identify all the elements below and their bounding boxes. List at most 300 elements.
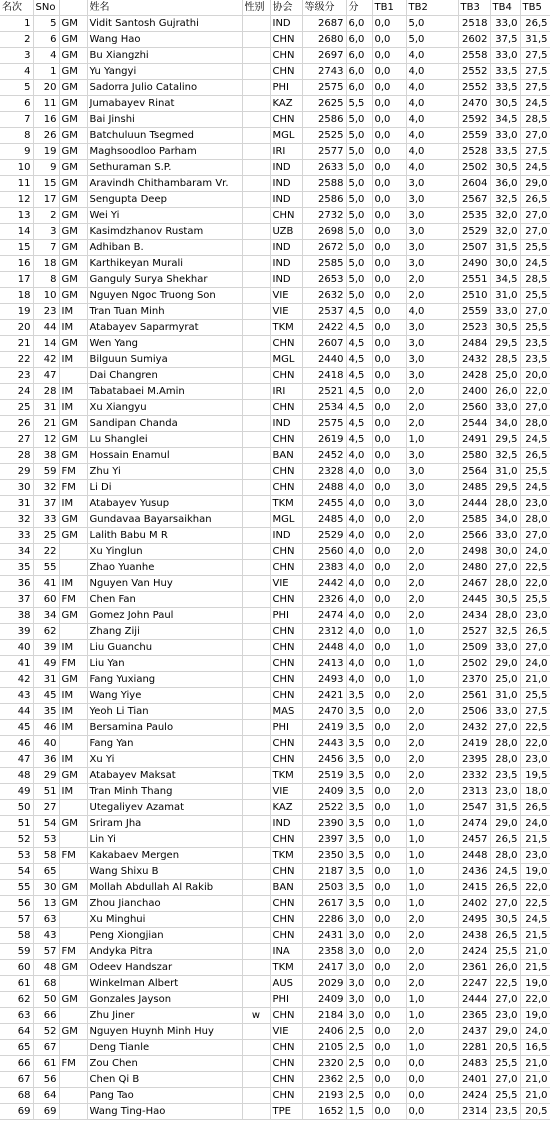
cell-federation: CHN — [270, 1056, 302, 1072]
cell-title: GM — [59, 272, 87, 288]
cell-points: 4,0 — [346, 592, 372, 608]
cell-tb3: 2401 — [458, 1072, 490, 1088]
cell-sno: 35 — [33, 704, 59, 720]
cell-sno: 3 — [33, 224, 59, 240]
cell-tb1: 0,0 — [372, 640, 406, 656]
cell-sex — [242, 64, 270, 80]
cell-tb1: 0,0 — [372, 1024, 406, 1040]
cell-name: Jumabayev Rinat — [87, 96, 242, 112]
cell-sex — [242, 368, 270, 384]
cell-tb4: 32,0 — [490, 224, 520, 240]
cell-rating: 2485 — [302, 512, 346, 528]
cell-points: 5,0 — [346, 256, 372, 272]
cell-rating: 2452 — [302, 448, 346, 464]
cell-sno: 18 — [33, 256, 59, 272]
cell-tb2: 1,0 — [406, 656, 458, 672]
cell-name: Atabayev Yusup — [87, 496, 242, 512]
cell-points: 3,5 — [346, 784, 372, 800]
cell-federation: CHN — [270, 480, 302, 496]
cell-name: Maghsoodloo Parham — [87, 144, 242, 160]
cell-tb3: 2498 — [458, 544, 490, 560]
cell-tb1: 0,0 — [372, 592, 406, 608]
cell-rank: 51 — [0, 816, 33, 832]
table-row — [0, 832, 550, 848]
cell-tb5: 22,0 — [520, 992, 550, 1008]
table-row — [0, 32, 550, 48]
cell-rating: 2586 — [302, 192, 346, 208]
table-row — [0, 864, 550, 880]
cell-tb3: 2559 — [458, 128, 490, 144]
cell-sex — [242, 976, 270, 992]
cell-sno: 44 — [33, 320, 59, 336]
header-tb3: TB3 — [458, 0, 490, 16]
cell-tb3: 2547 — [458, 800, 490, 816]
cell-name: Nguyen Ngoc Truong Son — [87, 288, 242, 304]
cell-rank: 61 — [0, 976, 33, 992]
cell-tb2: 3,0 — [406, 320, 458, 336]
cell-tb4: 27,0 — [490, 896, 520, 912]
cell-points: 4,0 — [346, 672, 372, 688]
cell-sno: 51 — [33, 784, 59, 800]
cell-sno: 22 — [33, 544, 59, 560]
cell-rank: 28 — [0, 448, 33, 464]
cell-name: Yu Yangyi — [87, 64, 242, 80]
cell-name: Xu Yi — [87, 752, 242, 768]
cell-federation: TKM — [270, 320, 302, 336]
cell-name: Wen Yang — [87, 336, 242, 352]
cell-rating: 2743 — [302, 64, 346, 80]
cell-tb1: 0,0 — [372, 272, 406, 288]
cell-tb3: 2370 — [458, 672, 490, 688]
cell-tb5: 27,5 — [520, 48, 550, 64]
cell-federation: CHN — [270, 64, 302, 80]
cell-tb4: 37,5 — [490, 32, 520, 48]
cell-tb3: 2438 — [458, 928, 490, 944]
cell-name: Peng Xiongjian — [87, 928, 242, 944]
cell-tb4: 25,5 — [490, 1056, 520, 1072]
cell-tb1: 0,0 — [372, 208, 406, 224]
cell-title: GM — [59, 528, 87, 544]
header-sno: SNo — [33, 0, 59, 16]
cell-tb5: 27,0 — [520, 304, 550, 320]
cell-rank: 1 — [0, 16, 33, 32]
cell-tb4: 25,0 — [490, 368, 520, 384]
cell-rating: 2455 — [302, 496, 346, 512]
cell-tb5: 23,0 — [520, 496, 550, 512]
cell-title: IM — [59, 320, 87, 336]
cell-federation: IND — [270, 192, 302, 208]
cell-title: GM — [59, 768, 87, 784]
cell-tb2: 4,0 — [406, 80, 458, 96]
cell-title: FM — [59, 656, 87, 672]
cell-points: 4,0 — [346, 640, 372, 656]
cell-rank: 33 — [0, 528, 33, 544]
cell-tb1: 0,0 — [372, 992, 406, 1008]
cell-rank: 8 — [0, 128, 33, 144]
cell-title: GM — [59, 448, 87, 464]
cell-tb1: 0,0 — [372, 224, 406, 240]
cell-title: GM — [59, 32, 87, 48]
cell-federation: VIE — [270, 784, 302, 800]
cell-rating: 2383 — [302, 560, 346, 576]
cell-name: Zhu Yi — [87, 464, 242, 480]
cell-tb4: 26,5 — [490, 880, 520, 896]
cell-tb1: 0,0 — [372, 784, 406, 800]
table-row — [0, 736, 550, 752]
cell-tb2: 2,0 — [406, 608, 458, 624]
cell-tb2: 4,0 — [406, 64, 458, 80]
cell-tb4: 31,0 — [490, 464, 520, 480]
cell-rank: 60 — [0, 960, 33, 976]
table-row — [0, 368, 550, 384]
cell-points: 4,5 — [346, 400, 372, 416]
cell-federation: CHN — [270, 864, 302, 880]
cell-sex — [242, 912, 270, 928]
cell-tb5: 21,0 — [520, 672, 550, 688]
table-row — [0, 784, 550, 800]
header-sex: 性别 — [242, 0, 270, 16]
cell-tb1: 0,0 — [372, 464, 406, 480]
table-row — [0, 704, 550, 720]
cell-sno: 26 — [33, 128, 59, 144]
cell-sex — [242, 624, 270, 640]
cell-sex — [242, 192, 270, 208]
cell-tb5: 21,5 — [520, 928, 550, 944]
cell-tb2: 3,0 — [406, 464, 458, 480]
cell-tb4: 33,0 — [490, 704, 520, 720]
cell-tb5: 26,5 — [520, 448, 550, 464]
cell-sno: 31 — [33, 400, 59, 416]
table-row — [0, 16, 550, 32]
cell-rating: 2358 — [302, 944, 346, 960]
cell-tb2: 4,0 — [406, 96, 458, 112]
cell-rating: 1652 — [302, 1104, 346, 1120]
cell-sno: 62 — [33, 624, 59, 640]
table-row — [0, 992, 550, 1008]
cell-points: 3,0 — [346, 960, 372, 976]
cell-name: Sriram Jha — [87, 816, 242, 832]
cell-tb3: 2510 — [458, 288, 490, 304]
cell-tb4: 20,5 — [490, 1040, 520, 1056]
cell-sno: 34 — [33, 608, 59, 624]
cell-name: Ganguly Surya Shekhar — [87, 272, 242, 288]
table-row — [0, 224, 550, 240]
cell-tb4: 29,5 — [490, 336, 520, 352]
table-row — [0, 480, 550, 496]
table-row — [0, 496, 550, 512]
cell-title: GM — [59, 288, 87, 304]
cell-sno: 14 — [33, 336, 59, 352]
cell-tb4: 22,5 — [490, 976, 520, 992]
cell-federation: MGL — [270, 512, 302, 528]
cell-rank: 55 — [0, 880, 33, 896]
cell-sno: 47 — [33, 368, 59, 384]
cell-rank: 45 — [0, 720, 33, 736]
cell-tb3: 2529 — [458, 224, 490, 240]
cell-sex — [242, 288, 270, 304]
cell-tb3: 2432 — [458, 352, 490, 368]
cell-rank: 15 — [0, 240, 33, 256]
cell-tb4: 27,0 — [490, 1072, 520, 1088]
cell-sno: 6 — [33, 32, 59, 48]
cell-tb4: 33,0 — [490, 304, 520, 320]
cell-rating: 2521 — [302, 384, 346, 400]
cell-points: 4,5 — [346, 320, 372, 336]
cell-federation: IND — [270, 16, 302, 32]
cell-sno: 65 — [33, 864, 59, 880]
cell-rating: 2443 — [302, 736, 346, 752]
cell-rating: 2442 — [302, 576, 346, 592]
cell-federation: PHI — [270, 80, 302, 96]
cell-sex — [242, 800, 270, 816]
cell-tb5: 27,5 — [520, 704, 550, 720]
table-row — [0, 240, 550, 256]
cell-name: Fang Yan — [87, 736, 242, 752]
cell-sex — [242, 400, 270, 416]
cell-name: Wei Yi — [87, 208, 242, 224]
cell-name: Tabatabaei M.Amin — [87, 384, 242, 400]
cell-tb1: 0,0 — [372, 48, 406, 64]
table-row — [0, 624, 550, 640]
cell-tb3: 2470 — [458, 96, 490, 112]
cell-sno: 66 — [33, 1008, 59, 1024]
cell-sno: 2 — [33, 208, 59, 224]
cell-tb4: 28,0 — [490, 576, 520, 592]
cell-tb4: 25,5 — [490, 944, 520, 960]
cell-rating: 2419 — [302, 720, 346, 736]
cell-sex — [242, 656, 270, 672]
cell-tb2: 4,0 — [406, 112, 458, 128]
cell-tb2: 3,0 — [406, 208, 458, 224]
table-row — [0, 112, 550, 128]
cell-title: GM — [59, 816, 87, 832]
cell-name: Xu Minghui — [87, 912, 242, 928]
cell-tb2: 1,0 — [406, 1008, 458, 1024]
cell-points: 6,0 — [346, 48, 372, 64]
cell-tb2: 2,0 — [406, 544, 458, 560]
cell-tb4: 26,0 — [490, 960, 520, 976]
cell-rank: 44 — [0, 704, 33, 720]
cell-title: GM — [59, 512, 87, 528]
cell-tb1: 0,0 — [372, 560, 406, 576]
cell-tb2: 2,0 — [406, 592, 458, 608]
cell-tb5: 29,0 — [520, 176, 550, 192]
cell-tb2: 1,0 — [406, 896, 458, 912]
table-row — [0, 800, 550, 816]
cell-tb3: 2544 — [458, 416, 490, 432]
cell-tb4: 34,0 — [490, 512, 520, 528]
table-row — [0, 688, 550, 704]
cell-rank: 67 — [0, 1072, 33, 1088]
cell-points: 5,0 — [346, 192, 372, 208]
cell-tb4: 33,0 — [490, 16, 520, 32]
cell-tb1: 0,0 — [372, 1040, 406, 1056]
cell-rank: 54 — [0, 864, 33, 880]
cell-sex: w — [242, 1008, 270, 1024]
cell-tb1: 0,0 — [372, 720, 406, 736]
cell-title: FM — [59, 480, 87, 496]
cell-tb4: 32,0 — [490, 208, 520, 224]
cell-rating: 2320 — [302, 1056, 346, 1072]
cell-sex — [242, 336, 270, 352]
cell-tb3: 2281 — [458, 1040, 490, 1056]
cell-tb4: 26,0 — [490, 384, 520, 400]
cell-sno: 58 — [33, 848, 59, 864]
cell-sex — [242, 48, 270, 64]
cell-tb1: 0,0 — [372, 1056, 406, 1072]
cell-federation: CHN — [270, 752, 302, 768]
cell-federation: CHN — [270, 640, 302, 656]
cell-rating: 2633 — [302, 160, 346, 176]
cell-title: GM — [59, 672, 87, 688]
cell-federation: CHN — [270, 1008, 302, 1024]
cell-rank: 2 — [0, 32, 33, 48]
cell-title: IM — [59, 688, 87, 704]
cell-name: Kasimdzhanov Rustam — [87, 224, 242, 240]
cell-tb4: 30,0 — [490, 256, 520, 272]
cell-rating: 2390 — [302, 816, 346, 832]
cell-tb1: 0,0 — [372, 528, 406, 544]
cell-tb3: 2558 — [458, 48, 490, 64]
cell-rating: 2525 — [302, 128, 346, 144]
cell-tb3: 2485 — [458, 480, 490, 496]
cell-points: 6,0 — [346, 64, 372, 80]
cell-tb5: 24,0 — [520, 1024, 550, 1040]
cell-rating: 2409 — [302, 992, 346, 1008]
table-row — [0, 128, 550, 144]
cell-sex — [242, 96, 270, 112]
cell-rating: 2585 — [302, 256, 346, 272]
cell-title: GM — [59, 1024, 87, 1040]
cell-tb4: 28,5 — [490, 352, 520, 368]
cell-title — [59, 560, 87, 576]
cell-rank: 59 — [0, 944, 33, 960]
cell-points: 2,5 — [346, 1056, 372, 1072]
cell-tb4: 29,5 — [490, 480, 520, 496]
cell-sno: 8 — [33, 272, 59, 288]
cell-tb2: 3,0 — [406, 256, 458, 272]
table-row — [0, 528, 550, 544]
cell-sex — [242, 448, 270, 464]
cell-name: Odeev Handszar — [87, 960, 242, 976]
cell-name: Batchuluun Tsegmed — [87, 128, 242, 144]
cell-tb2: 3,0 — [406, 368, 458, 384]
cell-rating: 2625 — [302, 96, 346, 112]
cell-tb1: 0,0 — [372, 896, 406, 912]
cell-tb5: 25,5 — [520, 288, 550, 304]
cell-federation: KAZ — [270, 96, 302, 112]
cell-tb4: 31,5 — [490, 800, 520, 816]
cell-rating: 2575 — [302, 416, 346, 432]
cell-points: 2,5 — [346, 1088, 372, 1104]
cell-federation: CHN — [270, 672, 302, 688]
cell-rank: 34 — [0, 544, 33, 560]
cell-tb4: 33,0 — [490, 528, 520, 544]
cell-tb1: 0,0 — [372, 192, 406, 208]
cell-tb5: 18,0 — [520, 784, 550, 800]
cell-sno: 39 — [33, 640, 59, 656]
cell-name: Chen Fan — [87, 592, 242, 608]
cell-tb4: 28,0 — [490, 848, 520, 864]
cell-tb1: 0,0 — [372, 240, 406, 256]
cell-rating: 2519 — [302, 768, 346, 784]
cell-tb4: 34,5 — [490, 272, 520, 288]
cell-points: 4,0 — [346, 448, 372, 464]
cell-rating: 2417 — [302, 960, 346, 976]
cell-tb1: 0,0 — [372, 768, 406, 784]
cell-name: Bai Jinshi — [87, 112, 242, 128]
header-points: 分 — [346, 0, 372, 16]
cell-tb2: 2,0 — [406, 944, 458, 960]
cell-sex — [242, 32, 270, 48]
cell-points: 4,5 — [346, 416, 372, 432]
cell-tb5: 16,5 — [520, 1040, 550, 1056]
cell-tb5: 27,0 — [520, 128, 550, 144]
cell-tb1: 0,0 — [372, 672, 406, 688]
cell-tb1: 0,0 — [372, 368, 406, 384]
header-tb5: TB5 — [520, 0, 550, 16]
cell-title — [59, 1008, 87, 1024]
cell-title: GM — [59, 224, 87, 240]
cell-tb4: 33,0 — [490, 48, 520, 64]
cell-tb5: 22,5 — [520, 720, 550, 736]
cell-name: Xu Xiangyu — [87, 400, 242, 416]
cell-tb3: 2552 — [458, 64, 490, 80]
cell-tb3: 2502 — [458, 656, 490, 672]
cell-title — [59, 864, 87, 880]
cell-points: 3,5 — [346, 880, 372, 896]
cell-tb3: 2507 — [458, 240, 490, 256]
cell-title: GM — [59, 336, 87, 352]
cell-name: Lu Shanglei — [87, 432, 242, 448]
cell-tb5: 24,5 — [520, 256, 550, 272]
cell-tb5: 22,5 — [520, 560, 550, 576]
cell-tb1: 0,0 — [372, 576, 406, 592]
cell-rank: 19 — [0, 304, 33, 320]
cell-title: IM — [59, 384, 87, 400]
cell-name: Chen Qi B — [87, 1072, 242, 1088]
cell-points: 3,5 — [346, 688, 372, 704]
cell-tb1: 0,0 — [372, 112, 406, 128]
cell-sex — [242, 480, 270, 496]
table-row — [0, 656, 550, 672]
cell-federation: CHN — [270, 896, 302, 912]
table-row — [0, 336, 550, 352]
cell-tb1: 0,0 — [372, 336, 406, 352]
cell-tb4: 31,0 — [490, 688, 520, 704]
cell-rank: 25 — [0, 400, 33, 416]
cell-title: GM — [59, 192, 87, 208]
cell-tb1: 0,0 — [372, 496, 406, 512]
cell-title: FM — [59, 592, 87, 608]
cell-sno: 28 — [33, 384, 59, 400]
cell-sex — [242, 896, 270, 912]
cell-tb2: 4,0 — [406, 48, 458, 64]
cell-sno: 54 — [33, 816, 59, 832]
cell-rank: 56 — [0, 896, 33, 912]
cell-rating: 2431 — [302, 928, 346, 944]
cell-tb2: 2,0 — [406, 560, 458, 576]
table-row — [0, 928, 550, 944]
cell-points: 4,0 — [346, 480, 372, 496]
cell-tb2: 2,0 — [406, 768, 458, 784]
table-row — [0, 1088, 550, 1104]
cell-name: Kakabaev Mergen — [87, 848, 242, 864]
cell-title — [59, 832, 87, 848]
cell-sex — [242, 720, 270, 736]
cell-tb2: 2,0 — [406, 688, 458, 704]
cell-rank: 63 — [0, 1008, 33, 1024]
